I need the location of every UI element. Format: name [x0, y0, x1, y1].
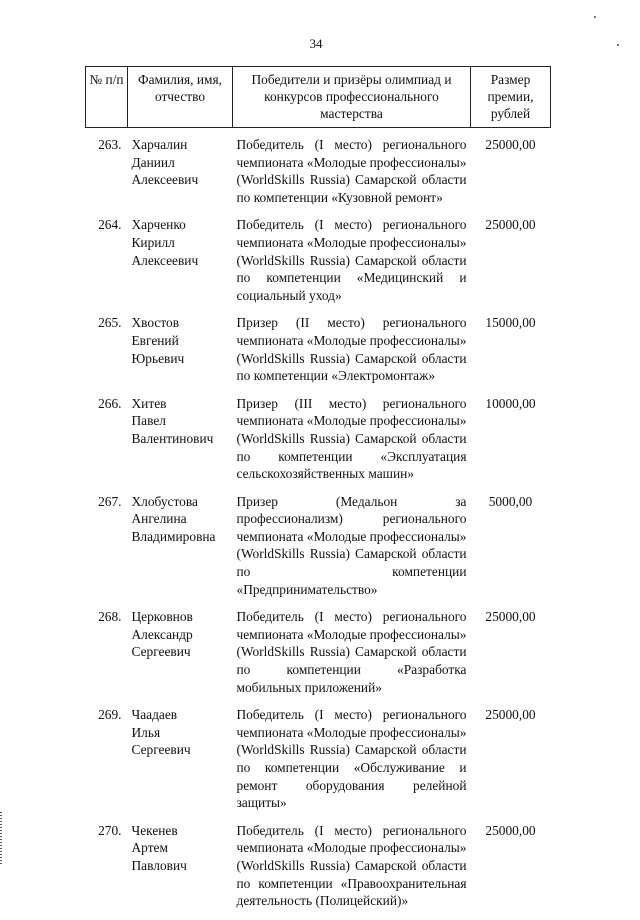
surname: Харченко — [131, 217, 186, 233]
surname: Хитев — [131, 395, 167, 411]
header-num: № п/п — [86, 67, 128, 128]
first-name: Александр — [131, 626, 193, 642]
table-row — [86, 822, 551, 920]
header-name: Фамилия, имя, отчество — [128, 67, 233, 128]
achievement-description: Победитель (I место) регионального чемпионата «Молодые профессионалы» (WorldSkills Russia) Самарской области по компетенции «Медицинский и социальный уход» — [236, 217, 467, 303]
person-name — [128, 395, 233, 493]
table-row — [86, 314, 551, 394]
table-row — [86, 395, 551, 493]
award-amount: 5000,00 — [488, 493, 533, 509]
award-amount: 10000,00 — [485, 395, 536, 411]
surname: Чекенев — [131, 822, 178, 838]
person-name — [128, 822, 233, 920]
row-number: 263. — [98, 137, 122, 152]
person-name — [128, 608, 233, 706]
scan-speck — [594, 16, 596, 18]
award-amount: 25000,00 — [485, 137, 536, 152]
surname: Церковнов — [131, 609, 193, 625]
row-number: 270. — [98, 822, 122, 838]
achievement-description: Победитель (I место) регионального чемпионата «Молодые профессионалы» (WorldSkills Russia) Самарской области по компетенции «Правоохранительная деятельность (Полицейский)» — [236, 822, 467, 909]
row-number: 264. — [98, 217, 122, 233]
achievement-description: Победитель (I место) регионального чемпионата «Молодые профессионалы» (WorldSkills Russia) Самарской области по компетенции «Обслуживание и ремонт оборудования релейной защиты» — [236, 707, 467, 811]
table-header-row — [86, 67, 551, 128]
scan-speck — [617, 44, 619, 46]
award-amount: 25000,00 — [485, 822, 536, 838]
achievement-description: Призер (III место) регионального чемпионата «Молодые профессионалы» (WorldSkills Russia) Самарской области по компетенции «Эксплуатация сельскохозяйственных машин» — [236, 395, 467, 482]
surname: Харчалин — [131, 137, 188, 152]
achievement-description: Победитель (I место) регионального чемпионата «Молодые профессионалы» (WorldSkills Russia) Самарской области по компетенции «Разработка мобильных приложений» — [236, 609, 467, 695]
patronymic: Алексеевич — [131, 172, 199, 188]
achievement-description: Призер (Медальон за профессионализм) регионального чемпионата «Молодые профессионалы» (WorldSkills Russia) Самарской области по компетенции «Предпринимательство» — [236, 493, 467, 597]
row-number: 268. — [98, 609, 122, 625]
awards-table — [85, 66, 551, 920]
header-amount: Размер премии, рублей — [471, 67, 551, 128]
first-name: Ангелина — [131, 511, 187, 527]
patronymic: Юрьевич — [131, 350, 185, 366]
first-name: Павел — [131, 413, 166, 429]
scan-edge-mark — [0, 812, 2, 866]
page-number: 34 — [309, 36, 323, 51]
table-row — [86, 608, 551, 706]
first-name: Илья — [131, 724, 161, 740]
award-amount: 25000,00 — [485, 609, 536, 625]
award-amount: 25000,00 — [485, 217, 536, 233]
surname: Хвостов — [131, 315, 180, 331]
achievement-description: Победитель (I место) регионального чемпионата «Молодые профессионалы» (WorldSkills Russia) Самарской области по компетенции «Кузовной ремонт» — [236, 137, 467, 205]
first-name: Артем — [131, 840, 168, 856]
person-name — [128, 493, 233, 609]
first-name: Кирилл — [131, 234, 175, 250]
row-number: 267. — [98, 493, 122, 509]
person-name — [128, 706, 233, 822]
patronymic: Сергеевич — [131, 644, 191, 660]
table-row — [86, 128, 551, 217]
patronymic: Валентинович — [131, 430, 214, 446]
surname: Хлобустова — [131, 493, 198, 509]
table-row — [86, 493, 551, 609]
table-row — [86, 216, 551, 314]
person-name — [128, 216, 233, 314]
person-name — [128, 128, 233, 217]
first-name: Евгений — [131, 332, 179, 348]
row-number: 266. — [98, 395, 122, 411]
achievement-description: Призер (II место) регионального чемпионата «Молодые профессионалы» (WorldSkills Russia) Самарской области по компетенции «Электромонтаж» — [236, 315, 467, 384]
row-number: 265. — [98, 315, 122, 331]
row-number: 269. — [98, 707, 122, 723]
person-name — [128, 314, 233, 394]
award-amount: 25000,00 — [485, 707, 536, 723]
first-name: Даниил — [131, 154, 175, 170]
table-row — [86, 706, 551, 822]
surname: Чаадаев — [131, 707, 178, 723]
patronymic: Алексеевич — [131, 252, 199, 268]
patronymic: Павлович — [131, 857, 187, 873]
award-amount: 15000,00 — [485, 315, 536, 331]
header-description: Победители и призёры олимпиад и конкурсов профессионального мастерства — [233, 67, 471, 128]
patronymic: Владимировна — [131, 528, 216, 544]
patronymic: Сергеевич — [131, 742, 191, 758]
